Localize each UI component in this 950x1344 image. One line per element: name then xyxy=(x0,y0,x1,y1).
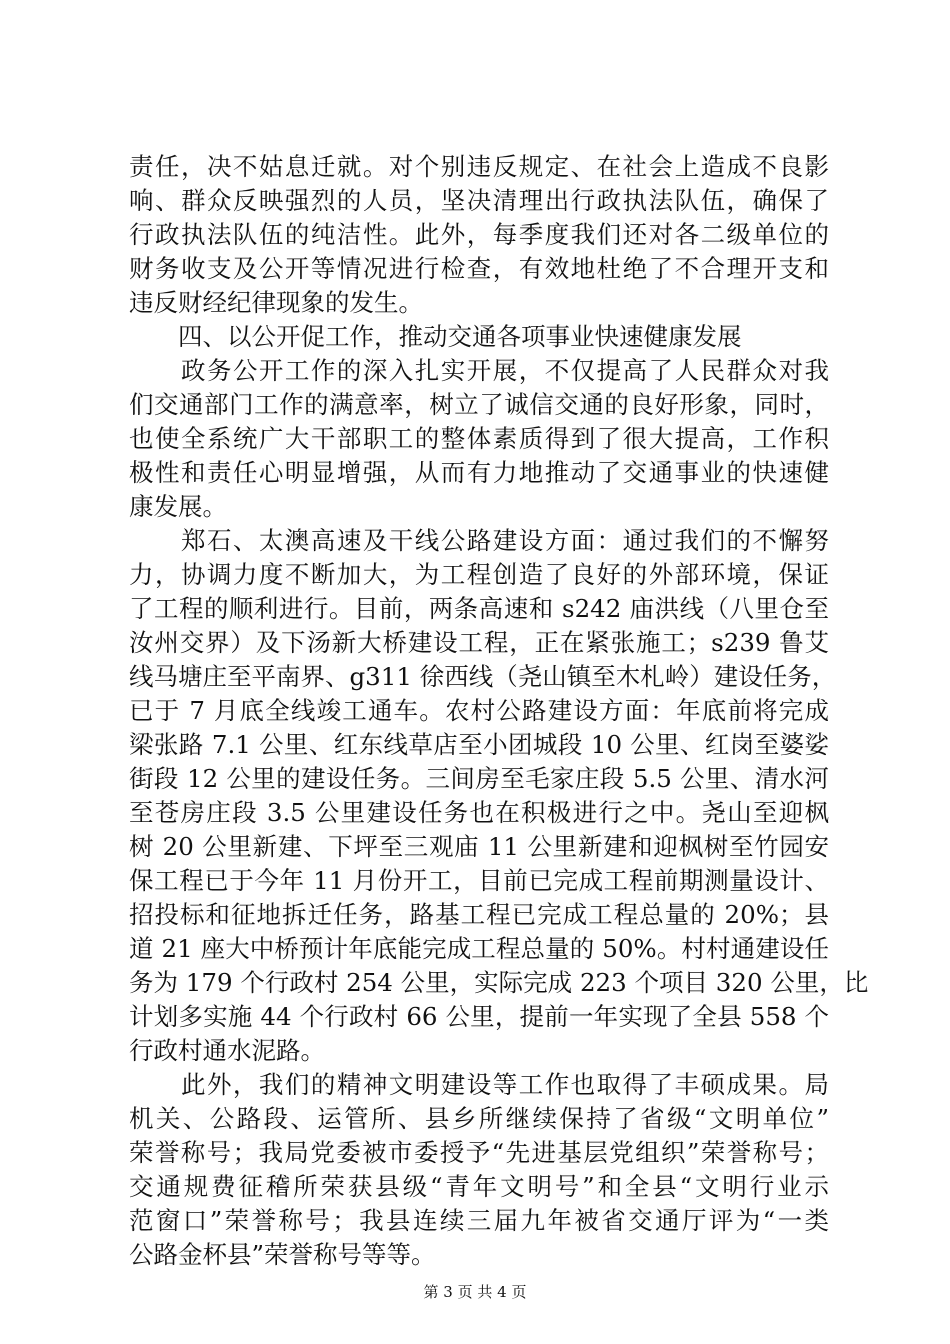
text-line: 们交通部门工作的满意率，树立了诚信交通的良好形象，同时， xyxy=(129,390,829,419)
text-line: 树 20 公里新建、下坪至三观庙 11 公里新建和迎枫树至竹园安 xyxy=(129,832,829,861)
text-line: 四、以公开促工作，推动交通各项事业快速健康发展 xyxy=(129,322,742,351)
text-line: 郑石、太澳高速及干线公路建设方面：通过我们的不懈努 xyxy=(129,526,829,555)
text-line: 线马塘庄至平南界、g311 徐西线（尧山镇至木札岭）建设任务， xyxy=(129,662,837,691)
text-line: 至苍房庄段 3.5 公里建设任务也在积极进行之中。尧山至迎枫 xyxy=(129,798,829,827)
text-line: 梁张路 7.1 公里、红东线草店至小团城段 10 公里、红岗至婆娑 xyxy=(129,730,829,759)
text-line: 公路金杯县”荣誉称号等等。 xyxy=(129,1240,436,1269)
text-line: 机关、公路段、运管所、县乡所继续保持了省级“文明单位” xyxy=(129,1104,829,1133)
text-line: 财务收支及公开等情况进行检查，有效地杜绝了不合理开支和 xyxy=(129,254,829,283)
text-line: 响、群众反映强烈的人员，坚决清理出行政执法队伍，确保了 xyxy=(129,186,829,215)
text-line: 行政执法队伍的纯洁性。此外，每季度我们还对各二级单位的 xyxy=(129,220,829,249)
text-line: 务为 179 个行政村 254 公里，实际完成 223 个项目 320 公里，比 xyxy=(129,968,869,997)
document-body xyxy=(129,150,869,1272)
text-line: 街段 12 公里的建设任务。三间房至毛家庄段 5.5 公里、清水河 xyxy=(129,764,829,793)
text-line: 此外，我们的精神文明建设等工作也取得了丰硕成果。局 xyxy=(129,1070,829,1099)
text-line: 汝州交界）及下汤新大桥建设工程，正在紧张施工；s239 鲁艾 xyxy=(129,628,829,657)
text-line: 计划多实施 44 个行政村 66 公里，提前一年实现了全县 558 个 xyxy=(129,1002,829,1031)
text-line: 责任，决不姑息迁就。对个别违反规定、在社会上造成不良影 xyxy=(129,152,829,181)
text-line: 已于 7 月底全线竣工通车。农村公路建设方面：年底前将完成 xyxy=(129,696,829,725)
text-line: 力，协调力度不断加大，为工程创造了良好的外部环境，保证 xyxy=(129,560,829,589)
page-footer xyxy=(0,1282,950,1302)
text-line: 行政村通水泥路。 xyxy=(129,1036,325,1065)
text-line: 极性和责任心明显增强，从而有力地推动了交通事业的快速健 xyxy=(129,458,829,487)
text-line: 荣誉称号；我局党委被市委授予“先进基层党组织”荣誉称号； xyxy=(129,1138,829,1167)
text-line: 交通规费征稽所荣获县级“青年文明号”和全县“文明行业示 xyxy=(129,1172,829,1201)
text-line: 范窗口”荣誉称号；我县连续三届九年被省交通厅评为“一类 xyxy=(129,1206,829,1235)
text-line: 也使全系统广大干部职工的整体素质得到了很大提高，工作积 xyxy=(129,424,829,453)
page-number-label: 第 3 页 共 4 页 xyxy=(423,1283,527,1301)
text-line: 康发展。 xyxy=(129,492,227,521)
text-line: 保工程已于今年 11 月份开工，目前已完成工程前期测量设计、 xyxy=(129,866,829,895)
text-line: 招投标和征地拆迁任务，路基工程已完成工程总量的 20%；县 xyxy=(129,900,829,929)
text-line: 道 21 座大中桥预计年底能完成工程总量的 50%。村村通建设任 xyxy=(129,934,829,963)
text-line: 政务公开工作的深入扎实开展，不仅提高了人民群众对我 xyxy=(129,356,829,385)
text-line: 了工程的顺利进行。目前，两条高速和 s242 庙洪线（八里仓至 xyxy=(129,594,829,623)
text-line: 违反财经纪律现象的发生。 xyxy=(129,288,423,317)
